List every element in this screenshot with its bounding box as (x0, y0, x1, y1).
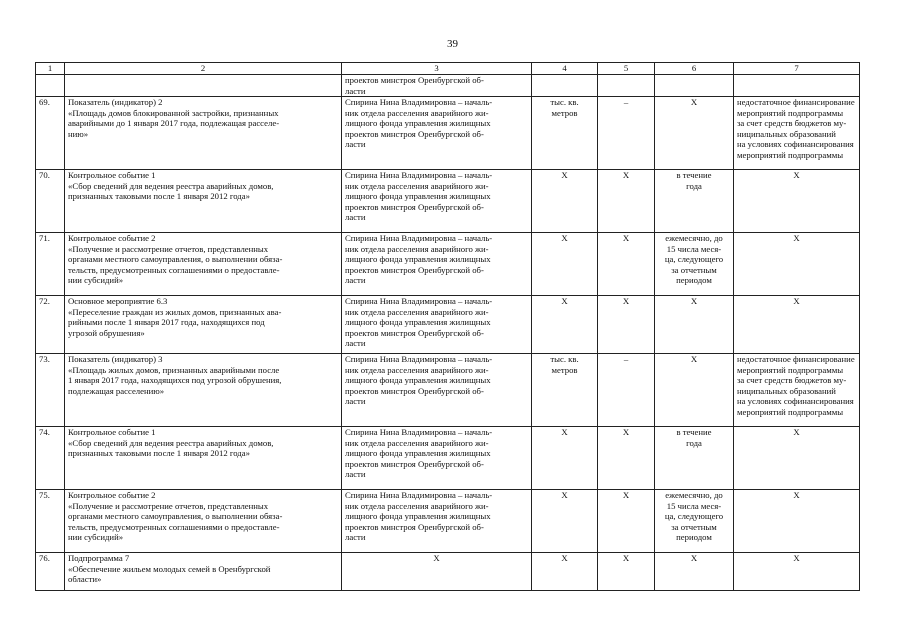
cell-line: нию» (68, 128, 89, 139)
cell-line: органами местного самоуправления, о выполнении обяза- (68, 511, 283, 521)
cell-line: недостаточное финансирование (737, 354, 855, 364)
row-deadline (655, 97, 734, 170)
row-responsible (342, 233, 532, 296)
cell-line: ласти (345, 396, 366, 406)
cell-line: ежемесячно, до (665, 233, 723, 243)
cell-line: проектов минстроя Оренбургской об- (345, 264, 484, 275)
cell-line: Спирина Нина Владимировна – началь- (345, 97, 493, 107)
cell-line: периодом (676, 532, 712, 542)
row-risk (734, 553, 860, 591)
cell-line: рийными после 1 января 2017 года, находящихся под (68, 317, 265, 327)
row-deadline (655, 233, 734, 296)
header-cell-5: 5 (598, 63, 655, 75)
row-responsible (342, 97, 532, 170)
cell-line: признанных таковыми после 1 января 2012 года» (68, 191, 250, 201)
cell-line: за отчетным (671, 521, 717, 532)
cell-line: «Площадь жилых домов, признанных аварийными после (68, 364, 280, 375)
row-unit (532, 170, 598, 233)
cell-line: Спирина Нина Владимировна – началь- (345, 490, 493, 500)
table-row (36, 354, 860, 427)
row-number: 75. (36, 490, 65, 553)
row-unit (532, 490, 598, 553)
cell-line: ник отдела расселения аварийного жи- (345, 364, 489, 375)
table-row (36, 170, 860, 233)
cell-line: «Сбор сведений для ведения реестра аварийных домов, (68, 180, 274, 191)
cell-line: Х (793, 233, 800, 243)
cell-line: Х (561, 490, 568, 500)
cell-line: Х (561, 553, 568, 563)
cell-line: области» (68, 574, 102, 584)
row-col5: Х (598, 170, 655, 233)
table-row (36, 427, 860, 490)
cell-line: Х (433, 553, 440, 563)
row-responsible (342, 553, 532, 591)
cell-line: года (686, 180, 702, 191)
cell-line: «Получение и рассмотрение отчетов, представленных (68, 500, 269, 511)
cell-line: ник отдела расселения аварийного жи- (345, 243, 489, 254)
cell-line: ник отдела расселения аварийного жи- (345, 107, 489, 118)
cell-line: Спирина Нина Владимировна – началь- (345, 296, 493, 306)
cell-line: за счет средств бюджетов му- (737, 118, 847, 128)
cell-line: ласти (345, 275, 366, 285)
cell-line: Х (561, 296, 568, 306)
cell-line: за отчетным (671, 264, 717, 275)
cell-line: Х (793, 553, 800, 563)
cell-line: признанных таковыми после 1 января 2012 года» (68, 448, 250, 458)
plan-table (35, 62, 860, 591)
cell-line: лищного фонда управления жилищных (345, 191, 491, 201)
row-number: 76. (36, 553, 65, 591)
cell-line: мероприятий подпрограммы (737, 149, 844, 160)
row-number: 73. (36, 354, 65, 427)
header-cell-3: 3 (342, 63, 532, 75)
row-number: 71. (36, 233, 65, 296)
cell-line: Х (793, 490, 800, 500)
row-unit (532, 427, 598, 490)
header-cell-7: 7 (734, 63, 860, 75)
row-unit (532, 354, 598, 427)
table-row (36, 553, 860, 591)
header-cell-6: 6 (655, 63, 734, 75)
cell-line: периодом (676, 275, 712, 285)
header-cell-2: 2 (65, 63, 342, 75)
cell-line: Х (690, 553, 698, 563)
cell-line: ца, следующего (664, 511, 724, 521)
cell-line: тыс. кв. (550, 97, 579, 107)
cell-line: нии субсидий» (68, 532, 124, 542)
cell-line: мероприятий подпрограммы (737, 364, 844, 375)
cell-line: ласти (345, 338, 366, 348)
row-title: Основное мероприятие 6.3 (68, 296, 168, 306)
cell-line: недостаточное финансирование (737, 97, 855, 107)
table-row (36, 233, 860, 296)
cell-line: ник отдела расселения аварийного жи- (345, 437, 489, 448)
cell-line: Х (690, 296, 698, 306)
row-title: Контрольное событие 2 (68, 233, 156, 243)
cell-line: проектов минстроя Оренбургской об- (345, 458, 484, 469)
cell-line: Х (690, 354, 698, 364)
cell-line: тельств, предусмотренных соглашениями о предоставле- (68, 264, 280, 275)
row-description (65, 427, 342, 490)
cell-line: Х (561, 233, 568, 243)
row-col5: Х (598, 233, 655, 296)
row-title: Показатель (индикатор) 3 (68, 354, 163, 364)
cell-line: проектов минстроя Оренбургской об- (345, 521, 484, 532)
row-responsible (342, 354, 532, 427)
cell-line: Х (793, 170, 800, 180)
cell-line: «Сбор сведений для ведения реестра аварийных домов, (68, 437, 274, 448)
cell-line: Х (793, 296, 800, 306)
cell-line: ник отдела расселения аварийного жи- (345, 306, 489, 317)
cell-line: на условиях софинансирования (737, 396, 854, 406)
cell-line: ласти (345, 532, 366, 542)
header-row (36, 63, 860, 75)
cell-line: проектов минстроя Оренбургской об- (345, 201, 484, 212)
cell-line: ласти (345, 139, 366, 149)
cell-line: в течение (676, 170, 712, 180)
cell-line: за счет средств бюджетов му- (737, 375, 847, 385)
cell-line: органами местного самоуправления, о выполнении обяза- (68, 254, 283, 264)
cell-line: «Получение и рассмотрение отчетов, представленных (68, 243, 269, 254)
row-risk (734, 490, 860, 553)
row-description (65, 553, 342, 591)
row-number: 69. (36, 97, 65, 170)
cell-line: ласти (345, 212, 366, 222)
row-deadline (655, 170, 734, 233)
row-title: Контрольное событие 2 (68, 490, 156, 500)
cell-line: 15 числа меся- (666, 243, 722, 254)
continuation-row (36, 75, 860, 97)
cell-line: ниципальных образований (737, 385, 836, 396)
cell-line: года (686, 437, 702, 448)
cell-line: «Переселение граждан из жилых домов, признанных ава- (68, 306, 282, 317)
row-unit (532, 553, 598, 591)
cell-line: метров (551, 364, 578, 375)
cell-line: «Площадь домов блокированной застройки, признанных (68, 107, 279, 118)
cell-line: лищного фонда управления жилищных (345, 317, 491, 327)
row-responsible (342, 490, 532, 553)
cell-line: проектов минстроя Оренбургской об- (345, 128, 484, 139)
row-col5: – (598, 97, 655, 170)
header-cell-4: 4 (532, 63, 598, 75)
row-title: Показатель (индикатор) 2 (68, 97, 163, 107)
row-col5: Х (598, 427, 655, 490)
cell-line: проектов минстроя Оренбургской об- (345, 385, 484, 396)
row-description (65, 170, 342, 233)
cell-line: аварийными до 1 января 2017 года, подлежащая расселе- (68, 118, 280, 128)
cell-line: в течение (676, 427, 712, 437)
row-unit (532, 233, 598, 296)
cell-line: подлежащая расселению» (68, 385, 165, 396)
row-col5: Х (598, 296, 655, 354)
row-description (65, 296, 342, 354)
row-risk (734, 97, 860, 170)
cell-line: мероприятий подпрограммы (737, 107, 844, 118)
cell-line: угрозой обрушения» (68, 327, 145, 338)
row-unit (532, 296, 598, 354)
row-title: Контрольное событие 1 (68, 427, 156, 437)
row-responsible (342, 296, 532, 354)
cell-line: проектов минстроя Оренбургской об- (345, 327, 484, 338)
cell-line: Спирина Нина Владимировна – началь- (345, 354, 493, 364)
cell-line: Х (561, 170, 568, 180)
continuation-responsible: проектов минстроя Оренбургской об- ласти (342, 75, 532, 97)
cell-line: Спирина Нина Владимировна – началь- (345, 170, 493, 180)
cell-line: лищного фонда управления жилищных (345, 511, 491, 521)
cell-line: ник отдела расселения аварийного жи- (345, 180, 489, 191)
row-description (65, 97, 342, 170)
row-responsible (342, 427, 532, 490)
cell-line: нии субсидий» (68, 275, 124, 285)
page-number: 39 (447, 38, 458, 50)
table-row (36, 490, 860, 553)
row-risk (734, 427, 860, 490)
row-description (65, 233, 342, 296)
table-row (36, 296, 860, 354)
cell-line: Х (793, 427, 800, 437)
row-deadline (655, 490, 734, 553)
row-title: Контрольное событие 1 (68, 170, 156, 180)
row-number: 74. (36, 427, 65, 490)
row-number: 70. (36, 170, 65, 233)
row-risk (734, 354, 860, 427)
row-number: 72. (36, 296, 65, 354)
cell-line: ник отдела расселения аварийного жи- (345, 500, 489, 511)
cell-line: ласти (345, 469, 366, 479)
row-title: Подпрограмма 7 (68, 553, 130, 563)
cell-line: 15 числа меся- (666, 500, 722, 511)
row-unit (532, 97, 598, 170)
row-risk (734, 170, 860, 233)
cell-line: тельств, предусмотренных соглашениями о предоставле- (68, 521, 280, 532)
cell-line: ежемесячно, до (665, 490, 723, 500)
cell-line: на условиях софинансирования (737, 139, 854, 149)
cell-line: Спирина Нина Владимировна – началь- (345, 427, 493, 437)
cell-line: лищного фонда управления жилищных (345, 448, 491, 458)
cell-line: лищного фонда управления жилищных (345, 254, 491, 264)
row-risk (734, 233, 860, 296)
row-deadline (655, 427, 734, 490)
cell-line: Х (690, 97, 698, 107)
row-responsible (342, 170, 532, 233)
cell-line: Спирина Нина Владимировна – началь- (345, 233, 493, 243)
cell-line: тыс. кв. (550, 354, 579, 364)
cell-line: лищного фонда управления жилищных (345, 118, 491, 128)
cell-line: ниципальных образований (737, 128, 836, 139)
cell-line: мероприятий подпрограммы (737, 406, 844, 417)
row-deadline (655, 354, 734, 427)
header-cell-1: 1 (36, 63, 65, 75)
table-body (36, 63, 860, 591)
row-deadline (655, 553, 734, 591)
cell-line: «Обеспечение жильем молодых семей в Оренбургской (68, 563, 271, 574)
cell-line: метров (551, 107, 578, 118)
row-description (65, 490, 342, 553)
row-description (65, 354, 342, 427)
cell-line: ца, следующего (664, 254, 724, 264)
row-risk (734, 296, 860, 354)
row-col5: Х (598, 553, 655, 591)
cell-line: лищного фонда управления жилищных (345, 375, 491, 385)
row-col5: – (598, 354, 655, 427)
cell-line: 1 января 2017 года, находящихся под угрозой обрушения, (68, 375, 282, 385)
row-col5: Х (598, 490, 655, 553)
row-deadline (655, 296, 734, 354)
cell-line: Х (561, 427, 568, 437)
table-row (36, 97, 860, 170)
